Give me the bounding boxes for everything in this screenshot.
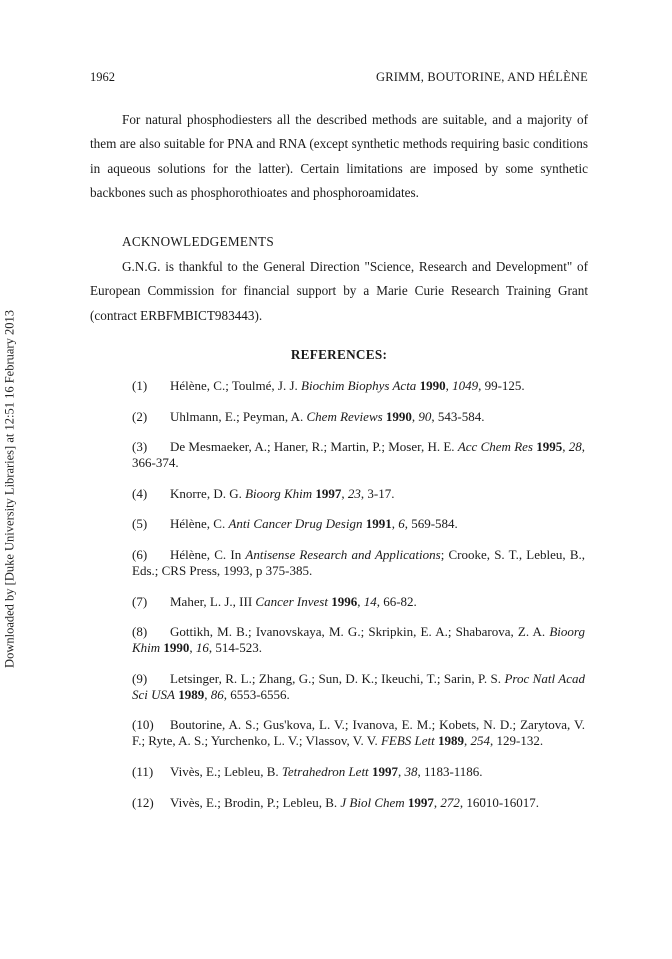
reference-item: (2) Uhlmann, E.; Peyman, A. Chem Reviews 1990, 90, 543-584. xyxy=(132,408,485,424)
reference-volume: 86 xyxy=(210,686,224,702)
reference-number: (11) xyxy=(132,763,154,779)
reference-pages: 3-17. xyxy=(367,485,395,501)
reference-volume: 272 xyxy=(440,794,460,810)
reference-prefix: Hélène, C. In xyxy=(170,546,242,562)
reference-journal: Bioorg Khim xyxy=(245,485,313,501)
reference-journal: Cancer Invest xyxy=(255,593,328,609)
reference-journal: FEBS Lett xyxy=(380,733,435,749)
reference-journal: Anti Cancer Drug Design xyxy=(228,516,363,532)
reference-item: (1) Hélène, C.; Toulmé, J. J. Biochim Biophys Acta 1990, 1049, 99-125. xyxy=(132,378,525,393)
reference-authors: Vivès, E.; Lebleu, B. xyxy=(170,763,279,779)
reference-journal: J Biol Chem xyxy=(340,794,405,810)
reference-year: 1996 xyxy=(331,593,358,609)
reference-number: (9) xyxy=(132,670,148,686)
reference-volume: 23 xyxy=(347,485,361,501)
reference-volume: 1049 xyxy=(452,378,479,393)
acknowledgements-heading: ACKNOWLEDGEMENTS xyxy=(122,234,275,249)
reference-year: 1997 xyxy=(315,485,342,501)
reference-authors: Gottikh, M. B.; Ivanovskaya, M. G.; Skripkin, E. A.; Shabarova, Z. A. xyxy=(170,624,546,640)
references-heading: REFERENCES: xyxy=(290,347,388,362)
page-header xyxy=(90,70,588,85)
reference-item: (10) Boutorine, A. S.; Gus'kova, L. V.; Ivanova, E. M.; Kobets, N. D.; Zarytova, V. F.; Ryte, A. S.; Yurchenko, L. V.; Vlassov, V. V. FEBS Lett 1989, 254, 129-132. xyxy=(132,717,585,749)
reference-item: (5) Hélène, C. Anti Cancer Drug Design 1991, 6, 569-584. xyxy=(132,516,458,532)
reference-year: 1997 xyxy=(407,794,434,810)
reference-volume: 14 xyxy=(363,593,377,609)
reference-item: (3) De Mesmaeker, A.; Haner, R.; Martin, P.; Moser, H. E. Acc Chem Res 1995, 28, 366-374. xyxy=(132,439,586,471)
reference-book-title: Antisense Research and Applications xyxy=(245,546,441,562)
reference-item: (12) Vivès, E.; Brodin, P.; Lebleu, B. J Biol Chem 1997, 272, 16010-16017. xyxy=(132,794,539,810)
reference-volume: 90 xyxy=(418,408,432,424)
reference-year: 1990 xyxy=(419,378,446,393)
body-paragraph: For natural phosphodiesters all the described methods are suitable, and a majority of them are also suitable for PNA and RNA (except synthetic methods requiring basic conditions in aqueous solutions for the latter). Certain limitations are imposed by some synthetic backbones such as phosphorothioates and phosphoroamidates. xyxy=(90,112,588,201)
reference-pages: 16010-16017. xyxy=(466,794,539,810)
reference-authors: Letsinger, R. L.; Zhang, G.; Sun, D. K.; Ikeuchi, T.; Sarin, P. S. xyxy=(170,670,501,686)
reference-item: (4) Knorre, D. G. Bioorg Khim 1997, 23, 3-17. xyxy=(132,485,395,501)
reference-volume: 6 xyxy=(398,516,405,532)
reference-year: 1990 xyxy=(385,408,412,424)
reference-pages: 514-523. xyxy=(215,640,263,656)
reference-year: 1989 xyxy=(178,686,205,702)
reference-number: (5) xyxy=(132,516,148,532)
reference-pages: 129-132. xyxy=(496,733,544,749)
reference-volume: 16 xyxy=(195,640,209,656)
reference-volume: 38 xyxy=(404,763,418,779)
download-note: Downloaded by [Duke University Libraries] at 12:51 16 February 2013 xyxy=(2,310,17,668)
reference-year: 1997 xyxy=(371,763,398,779)
reference-pages: 569-584. xyxy=(411,516,458,532)
reference-journal: Biochim Biophys Acta xyxy=(301,378,417,393)
reference-number: (8) xyxy=(132,624,148,640)
reference-year: 1990 xyxy=(163,640,190,656)
reference-journal: Tetrahedron Lett xyxy=(281,763,369,779)
reference-item xyxy=(132,547,585,579)
reference-journal: Proc Natl Acad Sci USA xyxy=(132,670,585,702)
reference-pages: 6553-6556. xyxy=(230,686,290,702)
acknowledgements-text: G.N.G. is thankful to the General Direction "Science, Research and Development" of European Commission for financial support by a Marie Curie Research Training Grant (contract ERBFMBICT983443). xyxy=(90,259,588,323)
reference-volume: 254 xyxy=(470,733,491,749)
reference-volume: 28 xyxy=(568,439,582,455)
reference-pages: 366-374. xyxy=(132,455,179,471)
reference-authors: Maher, L. J., III xyxy=(170,593,253,609)
reference-authors: De Mesmaeker, A.; Haner, R.; Martin, P.; Moser, H. E. xyxy=(170,439,455,455)
reference-number: (7) xyxy=(132,593,148,609)
reference-suffix: ; Crooke, S. T., Lebleu, B., Eds.; CRS Press, 1993, p 375-385. xyxy=(132,546,586,578)
reference-authors: Uhlmann, E.; Peyman, A. xyxy=(170,408,304,424)
reference-number: (2) xyxy=(132,408,148,424)
reference-authors: Hélène, C.; Toulmé, J. J. xyxy=(170,378,298,393)
reference-item: (11) Vivès, E.; Lebleu, B. Tetrahedron Lett 1997, 38, 1183-1186. xyxy=(132,763,483,779)
reference-journal: Acc Chem Res xyxy=(457,439,533,455)
reference-year: 1989 xyxy=(438,733,465,749)
reference-number: (6) xyxy=(132,546,148,562)
reference-pages: 1183-1186. xyxy=(423,763,483,779)
page-number: 1962 xyxy=(90,70,115,84)
download-watermark xyxy=(1,310,19,668)
reference-pages: 543-584. xyxy=(437,408,485,424)
reference-number: (1) xyxy=(132,378,148,393)
reference-number: (4) xyxy=(132,485,148,501)
reference-pages: 99-125. xyxy=(484,378,525,393)
reference-journal: Bioorg Khim xyxy=(132,624,585,656)
reference-year: 1991 xyxy=(365,516,392,532)
running-head: GRIMM, BOUTORINE, AND HÉLÈNE xyxy=(376,70,588,84)
reference-number: (3) xyxy=(132,439,148,455)
reference-item: (8) Gottikh, M. B.; Ivanovskaya, M. G.; Skripkin, E. A.; Shabarova, Z. A. Bioorg Khim 1990, 16, 514-523. xyxy=(132,624,585,656)
reference-item: (7) Maher, L. J., III Cancer Invest 1996, 14, 66-82. xyxy=(132,593,417,609)
reference-item: (9) Letsinger, R. L.; Zhang, G.; Sun, D. K.; Ikeuchi, T.; Sarin, P. S. Proc Natl Acad Sci USA 1989, 86, 6553-6556. xyxy=(132,670,585,702)
reference-number: (10) xyxy=(132,717,154,733)
reference-authors: Knorre, D. G. xyxy=(170,485,242,501)
reference-number: (12) xyxy=(132,794,154,810)
reference-list xyxy=(132,378,585,825)
reference-year: 1995 xyxy=(536,439,563,455)
reference-pages: 66-82. xyxy=(383,593,417,609)
reference-authors: Hélène, C. xyxy=(170,516,226,532)
reference-authors: Boutorine, A. S.; Gus'kova, L. V.; Ivanova, E. M.; Kobets, N. D.; Zarytova, V. F.; Ryte, A. S.; Yurchenko, L. V.; Vlassov, V. V. xyxy=(132,717,585,749)
reference-journal: Chem Reviews xyxy=(306,408,383,424)
reference-authors: Vivès, E.; Brodin, P.; Lebleu, B. xyxy=(170,794,338,810)
